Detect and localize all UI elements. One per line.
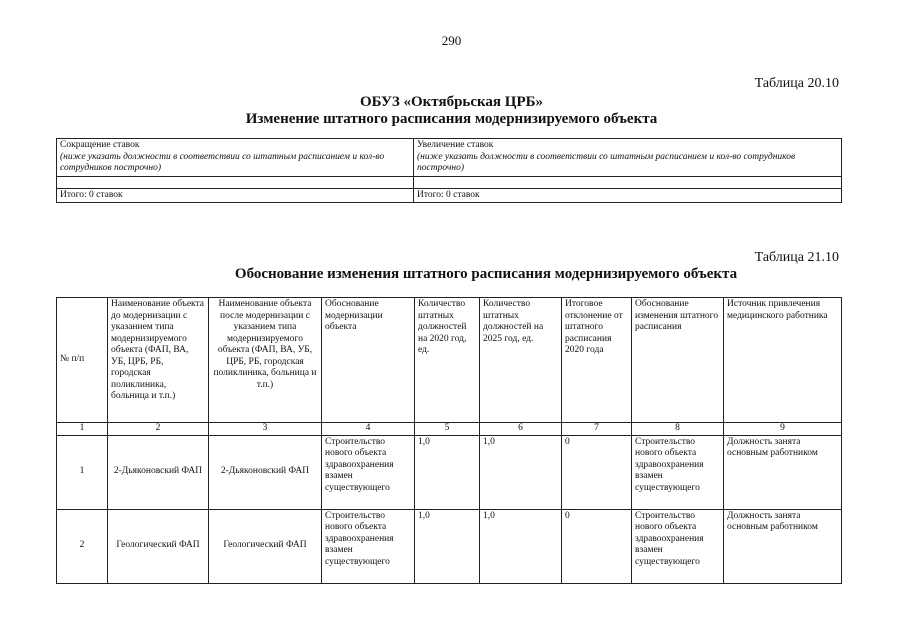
header-cell: Количество штатных должностей на 2020 год, ед. [415, 298, 480, 423]
object-before: Геологический ФАП [108, 509, 209, 583]
header-cell: Наименование объекта до модернизации с указанием типа модернизируемого объекта (ФАП, ВА, УБ, ЦРБ, РБ, городская поликлиника, больница и т.п.) [108, 298, 209, 423]
column-number: 4 [322, 423, 415, 436]
table-header-row [57, 298, 842, 423]
table-cell [414, 139, 842, 177]
page-number: 290 [441, 33, 462, 48]
column-number: 6 [480, 423, 562, 436]
column-number-row [57, 423, 842, 436]
header-cell: Обоснование модернизации объекта [322, 298, 415, 423]
table-row [57, 509, 842, 583]
object-after: Геологический ФАП [209, 509, 322, 583]
header-cell: № п/п [57, 298, 108, 423]
table-row [57, 188, 842, 203]
table-row [57, 176, 842, 188]
header-cell: Источник привлечения медицинского работника [724, 298, 842, 423]
increase-heading: Увеличение ставок [417, 140, 494, 150]
count-2025: 1,0 [480, 435, 562, 509]
column-number: 8 [632, 423, 724, 436]
count-2020: 1,0 [415, 435, 480, 509]
justification-table [56, 297, 842, 584]
header-cell: Количество штатных должностей на 2025 год, ед. [480, 298, 562, 423]
column-number: 1 [57, 423, 108, 436]
deviation: 0 [562, 435, 632, 509]
table-label: Таблица 20.10 [754, 76, 839, 91]
count-2025: 1,0 [480, 509, 562, 583]
table-title: Обоснование изменения штатного расписания модернизируемого объекта [234, 266, 738, 282]
staffing-change-table [56, 138, 842, 203]
table-title: Изменение штатного расписания модернизируемого объекта [245, 111, 658, 127]
reduction-hint: (ниже указать должности в соответствии со штатным расписанием и кол-во сотрудников построчно) [60, 151, 385, 173]
modernization-reason: Строительство нового объекта здравоохранения взамен существующего [322, 435, 415, 509]
deviation: 0 [562, 509, 632, 583]
modernization-reason: Строительство нового объекта здравоохранения взамен существующего [322, 509, 415, 583]
header-cell: Итоговое отклонение от штатного расписания 2020 года [562, 298, 632, 423]
increase-hint: (ниже указать должности в соответствии со штатным расписанием и кол-во сотрудников построчно) [417, 151, 796, 173]
worker-source: Должность занята основным работником [724, 509, 842, 583]
worker-source: Должность занята основным работником [724, 435, 842, 509]
organization-title: ОБУЗ «Октябрьская ЦРБ» [359, 94, 544, 110]
increase-total: Итого: 0 ставок [414, 188, 842, 203]
table-cell [57, 176, 414, 188]
row-number: 2 [57, 509, 108, 583]
change-reason: Строительство нового объекта здравоохранения взамен существующего [632, 435, 724, 509]
change-reason: Строительство нового объекта здравоохранения взамен существующего [632, 509, 724, 583]
header-cell: Наименование объекта после модернизации с указанием типа модернизируемого объекта (ФАП, ВА, УБ, ЦРБ, РБ, городская поликлиника, больница и т.п.) [209, 298, 322, 423]
table-row [57, 435, 842, 509]
table-cell [414, 176, 842, 188]
reduction-heading: Сокращение ставок [60, 140, 140, 150]
table-label: Таблица 21.10 [754, 250, 839, 265]
row-number: 1 [57, 435, 108, 509]
header-cell: Обоснование изменения штатного расписания [632, 298, 724, 423]
table-row [57, 139, 842, 177]
object-after: 2-Дьяконовский ФАП [209, 435, 322, 509]
count-2020: 1,0 [415, 509, 480, 583]
object-before: 2-Дьяконовский ФАП [108, 435, 209, 509]
table-cell [57, 139, 414, 177]
column-number: 2 [108, 423, 209, 436]
reduction-total: Итого: 0 ставок [57, 188, 414, 203]
column-number: 7 [562, 423, 632, 436]
column-number: 3 [209, 423, 322, 436]
column-number: 9 [724, 423, 842, 436]
column-number: 5 [415, 423, 480, 436]
